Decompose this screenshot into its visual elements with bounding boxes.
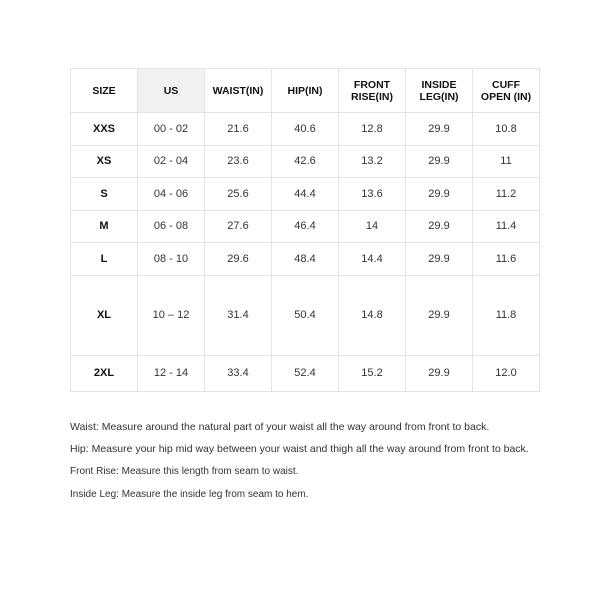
table-row xyxy=(71,113,540,146)
header-size: SIZE xyxy=(71,69,138,113)
cell-size: S xyxy=(71,178,138,211)
header-waist: WAIST(IN) xyxy=(205,69,272,113)
cell-us: 10 – 12 xyxy=(138,275,205,355)
table-row xyxy=(71,178,540,211)
cell-us: 00 - 02 xyxy=(138,113,205,146)
cell-hip: 44.4 xyxy=(272,178,339,211)
cell-front-rise: 14.8 xyxy=(339,275,406,355)
table-row xyxy=(71,355,540,391)
cell-hip: 42.6 xyxy=(272,145,339,178)
cell-cuff-open: 11.6 xyxy=(473,243,540,276)
cell-waist: 21.6 xyxy=(205,113,272,146)
cell-us: 02 - 04 xyxy=(138,145,205,178)
cell-inside-leg: 29.9 xyxy=(406,113,473,146)
header-hip: HIP(IN) xyxy=(272,69,339,113)
cell-front-rise: 14.4 xyxy=(339,243,406,276)
cell-front-rise: 14 xyxy=(339,210,406,243)
table-row xyxy=(71,145,540,178)
cell-inside-leg: 29.9 xyxy=(406,355,473,391)
cell-size: XL xyxy=(71,275,138,355)
header-us: US xyxy=(138,69,205,113)
cell-hip: 50.4 xyxy=(272,275,339,355)
cell-waist: 33.4 xyxy=(205,355,272,391)
cell-hip: 40.6 xyxy=(272,113,339,146)
cell-size: XXS xyxy=(71,113,138,146)
note-waist: Waist: Measure around the natural part of your waist all the way around from front to back. xyxy=(70,421,490,433)
cell-cuff-open: 11.8 xyxy=(473,275,540,355)
table-row xyxy=(71,243,540,276)
cell-waist: 25.6 xyxy=(205,178,272,211)
cell-hip: 46.4 xyxy=(272,210,339,243)
cell-hip: 48.4 xyxy=(272,243,339,276)
cell-us: 12 - 14 xyxy=(138,355,205,391)
cell-inside-leg: 29.9 xyxy=(406,178,473,211)
measurement-notes xyxy=(70,420,530,510)
cell-us: 06 - 08 xyxy=(138,210,205,243)
table-row xyxy=(71,275,540,355)
table-row xyxy=(71,210,540,243)
cell-us: 08 - 10 xyxy=(138,243,205,276)
cell-front-rise: 15.2 xyxy=(339,355,406,391)
cell-size: 2XL xyxy=(71,355,138,391)
cell-inside-leg: 29.9 xyxy=(406,243,473,276)
note-front-rise: Front Rise: Measure this length from seam to waist. xyxy=(70,466,299,477)
cell-cuff-open: 11 xyxy=(473,145,540,178)
cell-cuff-open: 11.2 xyxy=(473,178,540,211)
header-front-rise: FRONT RISE(IN) xyxy=(339,69,406,113)
cell-inside-leg: 29.9 xyxy=(406,210,473,243)
cell-hip: 52.4 xyxy=(272,355,339,391)
header-cuff-open: CUFF OPEN (IN) xyxy=(473,69,540,113)
cell-front-rise: 13.6 xyxy=(339,178,406,211)
size-chart-table xyxy=(70,68,540,392)
cell-waist: 29.6 xyxy=(205,243,272,276)
cell-cuff-open: 10.8 xyxy=(473,113,540,146)
cell-cuff-open: 11.4 xyxy=(473,210,540,243)
cell-waist: 23.6 xyxy=(205,145,272,178)
cell-front-rise: 13.2 xyxy=(339,145,406,178)
cell-size: M xyxy=(71,210,138,243)
cell-cuff-open: 12.0 xyxy=(473,355,540,391)
cell-waist: 31.4 xyxy=(205,275,272,355)
cell-us: 04 - 06 xyxy=(138,178,205,211)
header-inside-leg: INSIDE LEG(IN) xyxy=(406,69,473,113)
cell-inside-leg: 29.9 xyxy=(406,275,473,355)
cell-waist: 27.6 xyxy=(205,210,272,243)
cell-size: L xyxy=(71,243,138,276)
cell-size: XS xyxy=(71,145,138,178)
table-header-row xyxy=(71,69,540,113)
note-hip: Hip: Measure your hip mid way between your waist and thigh all the way around from front to back. xyxy=(70,443,529,455)
cell-inside-leg: 29.9 xyxy=(406,145,473,178)
cell-front-rise: 12.8 xyxy=(339,113,406,146)
note-inside-leg: Inside Leg: Measure the inside leg from seam to hem. xyxy=(70,489,309,500)
